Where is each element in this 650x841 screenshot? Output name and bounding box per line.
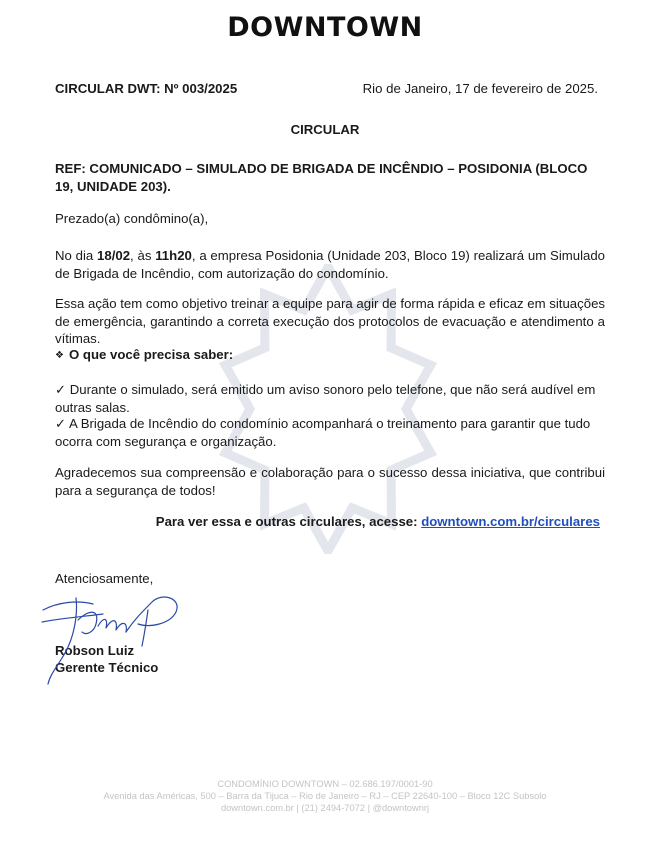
- circulars-link[interactable]: downtown.com.br/circulares: [421, 514, 600, 529]
- p1-date: 18/02: [97, 248, 131, 263]
- reference-line: REF: COMUNICADO – SIMULADO DE BRIGADA DE INCÊNDIO – POSIDONIA (BLOCO 19, UNIDADE 203).: [55, 161, 588, 194]
- diamond-icon: ❖: [55, 350, 64, 361]
- greeting: Prezado(a) condômino(a),: [55, 211, 209, 226]
- circular-number: CIRCULAR DWT: Nº 003/2025: [55, 81, 238, 96]
- p1-mid: , às: [130, 248, 156, 263]
- handwritten-signature: [38, 580, 188, 690]
- document-heading: CIRCULAR: [290, 122, 360, 137]
- closing: Atenciosamente,: [55, 571, 154, 586]
- footer-line-1: CONDOMÍNIO DOWNTOWN – 02.686.197/0001-90: [217, 779, 433, 789]
- p1-post: , a empresa Posidonia (Unidade 203, Bloco 19) realizará um Simulado de Brigada de Incêndio, com autorização do condomínio.: [55, 248, 606, 281]
- bullet-item: [55, 381, 605, 416]
- paragraph-1: [55, 247, 605, 282]
- paragraph-2: Essa ação tem como objetivo treinar a equipe para agir de forma rápida e eficaz em situações de emergência, garantindo a correta execução dos protocolos de evacuação e atendimento a vítimas.: [55, 296, 605, 346]
- bullet-text: Durante o simulado, será emitido um aviso sonoro pelo telefone, que não será audível em outras salas.: [55, 382, 596, 415]
- know-title-text: O que você precisa saber:: [68, 347, 234, 362]
- place-date: Rio de Janeiro, 17 de fevereiro de 2025.: [362, 81, 598, 96]
- signer-name: Robson Luiz: [55, 643, 135, 658]
- circulars-cta: [156, 513, 600, 531]
- bullet-item: [55, 415, 605, 450]
- p1-pre: No dia: [55, 248, 98, 263]
- signer-role: Gerente Técnico: [55, 660, 159, 675]
- know-section-title: [55, 346, 233, 365]
- bullet-text: A Brigada de Incêndio do condomínio acompanhará o treinamento para garantir que tudo ocorra com segurança e organização.: [55, 416, 591, 449]
- check-icon: ✓: [55, 382, 67, 397]
- check-icon: ✓: [55, 416, 67, 431]
- cta-text: Para ver essa e outras circulares, acesse:: [155, 514, 422, 529]
- p1-time: 11h20: [155, 248, 192, 263]
- footer-line-2: Avenida das Américas, 500 – Barra da Tijuca – Rio de Janeiro – RJ – CEP 22640-100 – Bloco 12C Subsolo: [103, 791, 547, 801]
- downtown-logo: DOWNTOWN: [227, 12, 423, 43]
- footer-line-3: downtown.com.br | (21) 2494-7072 | @downtownrj: [220, 803, 430, 813]
- paragraph-3: Agradecemos sua compreensão e colaboração para o sucesso dessa iniciativa, que contribui para a segurança de todos!: [55, 465, 605, 498]
